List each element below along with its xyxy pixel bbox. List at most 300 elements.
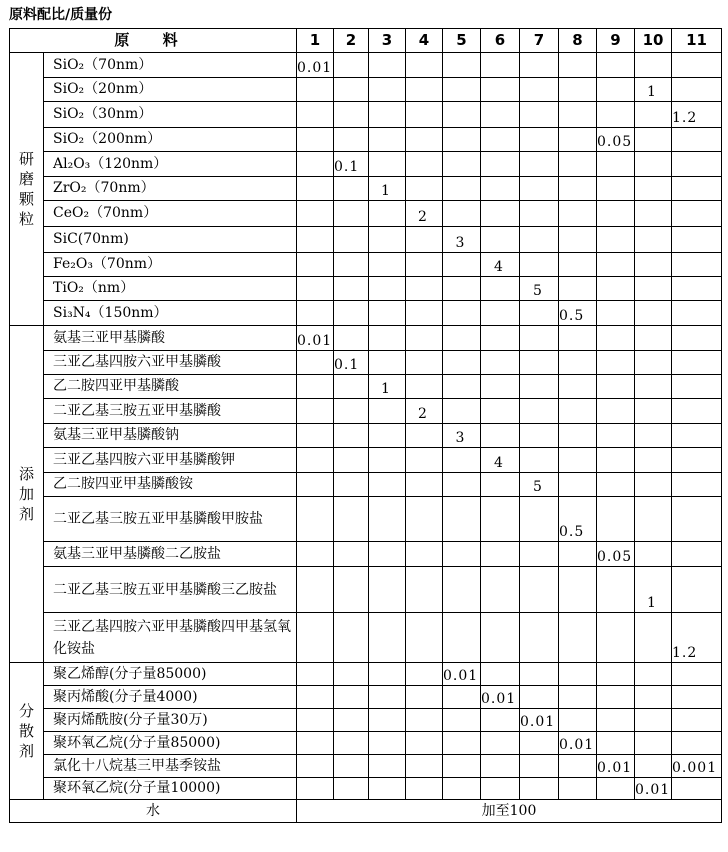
value-cell (334, 102, 369, 128)
value-cell (597, 424, 635, 448)
value-cell (635, 542, 672, 567)
value-cell (406, 53, 443, 78)
value-cell (635, 152, 672, 177)
value-cell (672, 686, 722, 709)
value-cell (597, 686, 635, 709)
value-cell (369, 424, 406, 448)
value-cell (334, 177, 369, 201)
value-cell (635, 227, 672, 253)
value-cell (334, 253, 369, 277)
value-cell (481, 663, 520, 686)
table-row (10, 253, 722, 277)
value-cell (597, 152, 635, 177)
value-cell (443, 613, 481, 663)
value-cell: 0.01 (635, 778, 672, 800)
value-cell (297, 448, 334, 473)
value-cell (672, 542, 722, 567)
value-cell (481, 227, 520, 253)
value-cell (672, 497, 722, 542)
value-cell (297, 542, 334, 567)
value-cell (672, 152, 722, 177)
value-cell (297, 497, 334, 542)
value-cell (297, 253, 334, 277)
material-name: Fe₂O₃（70nm） (44, 253, 297, 277)
value-cell (297, 201, 334, 227)
value-cell (406, 177, 443, 201)
value-cell (520, 663, 559, 686)
value-cell (597, 351, 635, 375)
value-cell: 1 (635, 78, 672, 102)
value-cell (369, 326, 406, 351)
value-cell (406, 277, 443, 301)
value-cell (672, 351, 722, 375)
header-material-label: 原 料 (10, 29, 297, 53)
value-cell (481, 78, 520, 102)
value-cell (481, 351, 520, 375)
value-cell (559, 709, 597, 732)
value-cell (597, 778, 635, 800)
value-cell (334, 375, 369, 399)
value-cell (597, 567, 635, 613)
table-caption: 原料配比/质量份 (9, 7, 113, 23)
value-cell: 1 (369, 375, 406, 399)
value-cell (369, 755, 406, 778)
value-cell (597, 613, 635, 663)
value-cell (520, 448, 559, 473)
value-cell (297, 473, 334, 497)
value-cell (635, 177, 672, 201)
value-cell (672, 53, 722, 78)
value-cell (369, 448, 406, 473)
value-cell (406, 448, 443, 473)
value-cell (635, 497, 672, 542)
value-cell (406, 102, 443, 128)
value-cell (597, 253, 635, 277)
material-name: 二亚乙基三胺五亚甲基膦酸 (44, 399, 297, 424)
value-cell (297, 102, 334, 128)
value-cell (520, 686, 559, 709)
table-row (10, 473, 722, 497)
material-name: 二亚乙基三胺五亚甲基膦酸三乙胺盐 (44, 567, 297, 613)
value-cell: 0.1 (334, 351, 369, 375)
value-cell (297, 399, 334, 424)
value-cell (520, 102, 559, 128)
value-cell (406, 326, 443, 351)
value-cell (369, 53, 406, 78)
value-cell (520, 375, 559, 399)
value-cell (520, 128, 559, 152)
value-cell (406, 473, 443, 497)
value-cell (369, 709, 406, 732)
table-row (10, 542, 722, 567)
value-cell (334, 227, 369, 253)
value-cell (597, 227, 635, 253)
table-row (10, 732, 722, 755)
value-cell (406, 351, 443, 375)
value-cell (369, 567, 406, 613)
value-cell (369, 542, 406, 567)
group-label (10, 663, 44, 800)
value-cell (635, 351, 672, 375)
value-cell (635, 448, 672, 473)
value-cell (297, 567, 334, 613)
table-row (10, 53, 722, 78)
value-cell (559, 102, 597, 128)
value-cell (297, 301, 334, 326)
value-cell (520, 152, 559, 177)
header-col: 11 (672, 29, 722, 53)
value-cell (369, 613, 406, 663)
value-cell (369, 152, 406, 177)
table-row (10, 686, 722, 709)
value-cell (369, 128, 406, 152)
header-col: 1 (297, 29, 334, 53)
value-cell (635, 732, 672, 755)
material-name: CeO₂（70nm） (44, 201, 297, 227)
value-cell (481, 709, 520, 732)
value-cell (520, 78, 559, 102)
value-cell (406, 301, 443, 326)
value-cell (406, 613, 443, 663)
value-cell (443, 542, 481, 567)
water-row (10, 800, 722, 823)
value-cell (635, 473, 672, 497)
material-name: SiO₂（70nm） (44, 53, 297, 78)
group-label-text: 添加剂 (18, 465, 34, 523)
group-label (10, 326, 44, 663)
header-col: 5 (443, 29, 481, 53)
value-cell (481, 613, 520, 663)
table-row (10, 663, 722, 686)
value-cell (406, 128, 443, 152)
value-cell (481, 201, 520, 227)
value-cell (559, 53, 597, 78)
value-cell (597, 201, 635, 227)
value-cell (369, 277, 406, 301)
value-cell (297, 778, 334, 800)
value-cell (520, 177, 559, 201)
table-body (10, 53, 722, 800)
value-cell (559, 78, 597, 102)
value-cell (481, 326, 520, 351)
material-name: ZrO₂（70nm） (44, 177, 297, 201)
table-row (10, 277, 722, 301)
value-cell (635, 102, 672, 128)
value-cell (520, 732, 559, 755)
value-cell (635, 326, 672, 351)
value-cell (406, 732, 443, 755)
header-row (10, 29, 722, 53)
value-cell (297, 128, 334, 152)
value-cell (334, 473, 369, 497)
value-cell: 1.2 (672, 102, 722, 128)
value-cell (334, 399, 369, 424)
value-cell: 0.01 (297, 326, 334, 351)
header-col: 7 (520, 29, 559, 53)
value-cell (369, 301, 406, 326)
value-cell (672, 301, 722, 326)
value-cell (672, 709, 722, 732)
value-cell (443, 326, 481, 351)
value-cell (672, 448, 722, 473)
value-cell (672, 778, 722, 800)
value-cell (481, 473, 520, 497)
value-cell (559, 227, 597, 253)
value-cell (481, 497, 520, 542)
water-value: 加至100 (297, 800, 722, 823)
value-cell (520, 53, 559, 78)
value-cell (481, 424, 520, 448)
value-cell (635, 686, 672, 709)
table-row (10, 102, 722, 128)
material-name: Si₃N₄（150nm） (44, 301, 297, 326)
value-cell (406, 778, 443, 800)
material-name: 二亚乙基三胺五亚甲基膦酸甲胺盐 (44, 497, 297, 542)
value-cell (672, 201, 722, 227)
value-cell (559, 663, 597, 686)
table-row (10, 152, 722, 177)
value-cell: 0.5 (559, 497, 597, 542)
value-cell: 5 (520, 277, 559, 301)
value-cell (443, 709, 481, 732)
material-name: 乙二胺四亚甲基膦酸铵 (44, 473, 297, 497)
value-cell (297, 663, 334, 686)
value-cell (369, 102, 406, 128)
value-cell (559, 177, 597, 201)
value-cell (672, 424, 722, 448)
value-cell (520, 253, 559, 277)
material-name: 氨基三亚甲基膦酸 (44, 326, 297, 351)
value-cell (369, 201, 406, 227)
value-cell (597, 448, 635, 473)
material-name: SiO₂（30nm） (44, 102, 297, 128)
table-row (10, 448, 722, 473)
value-cell (597, 709, 635, 732)
value-cell (297, 227, 334, 253)
value-cell (520, 755, 559, 778)
value-cell (481, 732, 520, 755)
value-cell (559, 351, 597, 375)
value-cell (443, 375, 481, 399)
value-cell (672, 399, 722, 424)
value-cell (297, 686, 334, 709)
value-cell (334, 755, 369, 778)
value-cell (481, 755, 520, 778)
value-cell (559, 152, 597, 177)
value-cell: 1.2 (672, 613, 722, 663)
value-cell (559, 128, 597, 152)
value-cell (334, 424, 369, 448)
group-label (10, 53, 44, 326)
value-cell (443, 497, 481, 542)
value-cell (443, 686, 481, 709)
value-cell (369, 778, 406, 800)
value-cell (334, 613, 369, 663)
value-cell (443, 351, 481, 375)
value-cell: 2 (406, 399, 443, 424)
value-cell (406, 542, 443, 567)
header-col: 10 (635, 29, 672, 53)
value-cell (520, 399, 559, 424)
value-cell (520, 613, 559, 663)
value-cell (520, 227, 559, 253)
header-col: 2 (334, 29, 369, 53)
value-cell (443, 102, 481, 128)
value-cell (597, 301, 635, 326)
value-cell (406, 709, 443, 732)
value-cell (672, 375, 722, 399)
value-cell (443, 253, 481, 277)
value-cell (597, 102, 635, 128)
value-cell (481, 301, 520, 326)
header-col: 6 (481, 29, 520, 53)
material-name: 三亚乙基四胺六亚甲基膦酸四甲基氢氧化铵盐 (44, 613, 297, 663)
value-cell (597, 399, 635, 424)
value-cell (672, 732, 722, 755)
value-cell (481, 399, 520, 424)
value-cell (672, 128, 722, 152)
value-cell (443, 755, 481, 778)
material-name: 乙二胺四亚甲基膦酸 (44, 375, 297, 399)
value-cell (334, 709, 369, 732)
value-cell (406, 424, 443, 448)
table-row (10, 201, 722, 227)
value-cell: 0.05 (597, 542, 635, 567)
value-cell (334, 448, 369, 473)
group-label-text: 分散剂 (18, 702, 34, 760)
value-cell (406, 152, 443, 177)
value-cell (672, 177, 722, 201)
value-cell (672, 663, 722, 686)
value-cell (443, 732, 481, 755)
header-col: 3 (369, 29, 406, 53)
value-cell (559, 399, 597, 424)
value-cell (334, 686, 369, 709)
table-row (10, 424, 722, 448)
value-cell (443, 567, 481, 613)
value-cell: 0.001 (672, 755, 722, 778)
value-cell (635, 755, 672, 778)
value-cell (559, 755, 597, 778)
value-cell: 1 (635, 567, 672, 613)
value-cell (559, 201, 597, 227)
value-cell (334, 542, 369, 567)
value-cell (481, 567, 520, 613)
value-cell (443, 448, 481, 473)
value-cell (559, 686, 597, 709)
value-cell: 0.01 (520, 709, 559, 732)
value-cell (406, 663, 443, 686)
value-cell (443, 152, 481, 177)
value-cell (369, 351, 406, 375)
value-cell (481, 102, 520, 128)
value-cell (334, 301, 369, 326)
value-cell (559, 778, 597, 800)
value-cell (520, 351, 559, 375)
material-name: 聚环氧乙烷(分子量85000) (44, 732, 297, 755)
value-cell (520, 542, 559, 567)
value-cell (334, 53, 369, 78)
value-cell (297, 351, 334, 375)
value-cell (443, 78, 481, 102)
value-cell (481, 128, 520, 152)
value-cell (520, 326, 559, 351)
material-name: 三亚乙基四胺六亚甲基膦酸钾 (44, 448, 297, 473)
value-cell (481, 542, 520, 567)
value-cell (369, 253, 406, 277)
material-name: 聚乙烯醇(分子量85000) (44, 663, 297, 686)
value-cell: 3 (443, 227, 481, 253)
value-cell: 0.01 (559, 732, 597, 755)
value-cell (635, 613, 672, 663)
header-col: 4 (406, 29, 443, 53)
value-cell: 0.01 (297, 53, 334, 78)
value-cell (635, 663, 672, 686)
value-cell: 4 (481, 253, 520, 277)
value-cell (369, 497, 406, 542)
table-row (10, 78, 722, 102)
value-cell (406, 253, 443, 277)
value-cell (443, 277, 481, 301)
value-cell (597, 473, 635, 497)
value-cell (481, 778, 520, 800)
value-cell (597, 497, 635, 542)
value-cell (297, 375, 334, 399)
header-col: 8 (559, 29, 597, 53)
value-cell (520, 424, 559, 448)
material-name: SiO₂（20nm） (44, 78, 297, 102)
value-cell (334, 567, 369, 613)
value-cell (635, 375, 672, 399)
formula-table (9, 28, 722, 823)
value-cell (406, 567, 443, 613)
value-cell (481, 375, 520, 399)
value-cell (559, 277, 597, 301)
value-cell: 0.01 (481, 686, 520, 709)
group-label-text: 研磨颗粒 (18, 150, 34, 228)
value-cell (334, 497, 369, 542)
material-name: SiC(70nm) (44, 227, 297, 253)
value-cell: 4 (481, 448, 520, 473)
value-cell (559, 448, 597, 473)
table-row (10, 177, 722, 201)
value-cell (406, 227, 443, 253)
value-cell (559, 375, 597, 399)
value-cell (597, 78, 635, 102)
value-cell (369, 732, 406, 755)
value-cell (297, 78, 334, 102)
value-cell (369, 227, 406, 253)
value-cell (443, 177, 481, 201)
value-cell (334, 326, 369, 351)
value-cell (334, 778, 369, 800)
value-cell (520, 301, 559, 326)
value-cell (443, 201, 481, 227)
material-name: 三亚乙基四胺六亚甲基膦酸 (44, 351, 297, 375)
value-cell (443, 473, 481, 497)
material-name: 聚环氧乙烷(分子量10000) (44, 778, 297, 800)
table-row (10, 755, 722, 778)
table-row (10, 301, 722, 326)
material-name: 氨基三亚甲基膦酸二乙胺盐 (44, 542, 297, 567)
value-cell (369, 78, 406, 102)
water-label: 水 (10, 800, 297, 823)
value-cell: 0.01 (443, 663, 481, 686)
table-row (10, 128, 722, 152)
value-cell (672, 277, 722, 301)
table-row (10, 709, 722, 732)
value-cell (597, 375, 635, 399)
